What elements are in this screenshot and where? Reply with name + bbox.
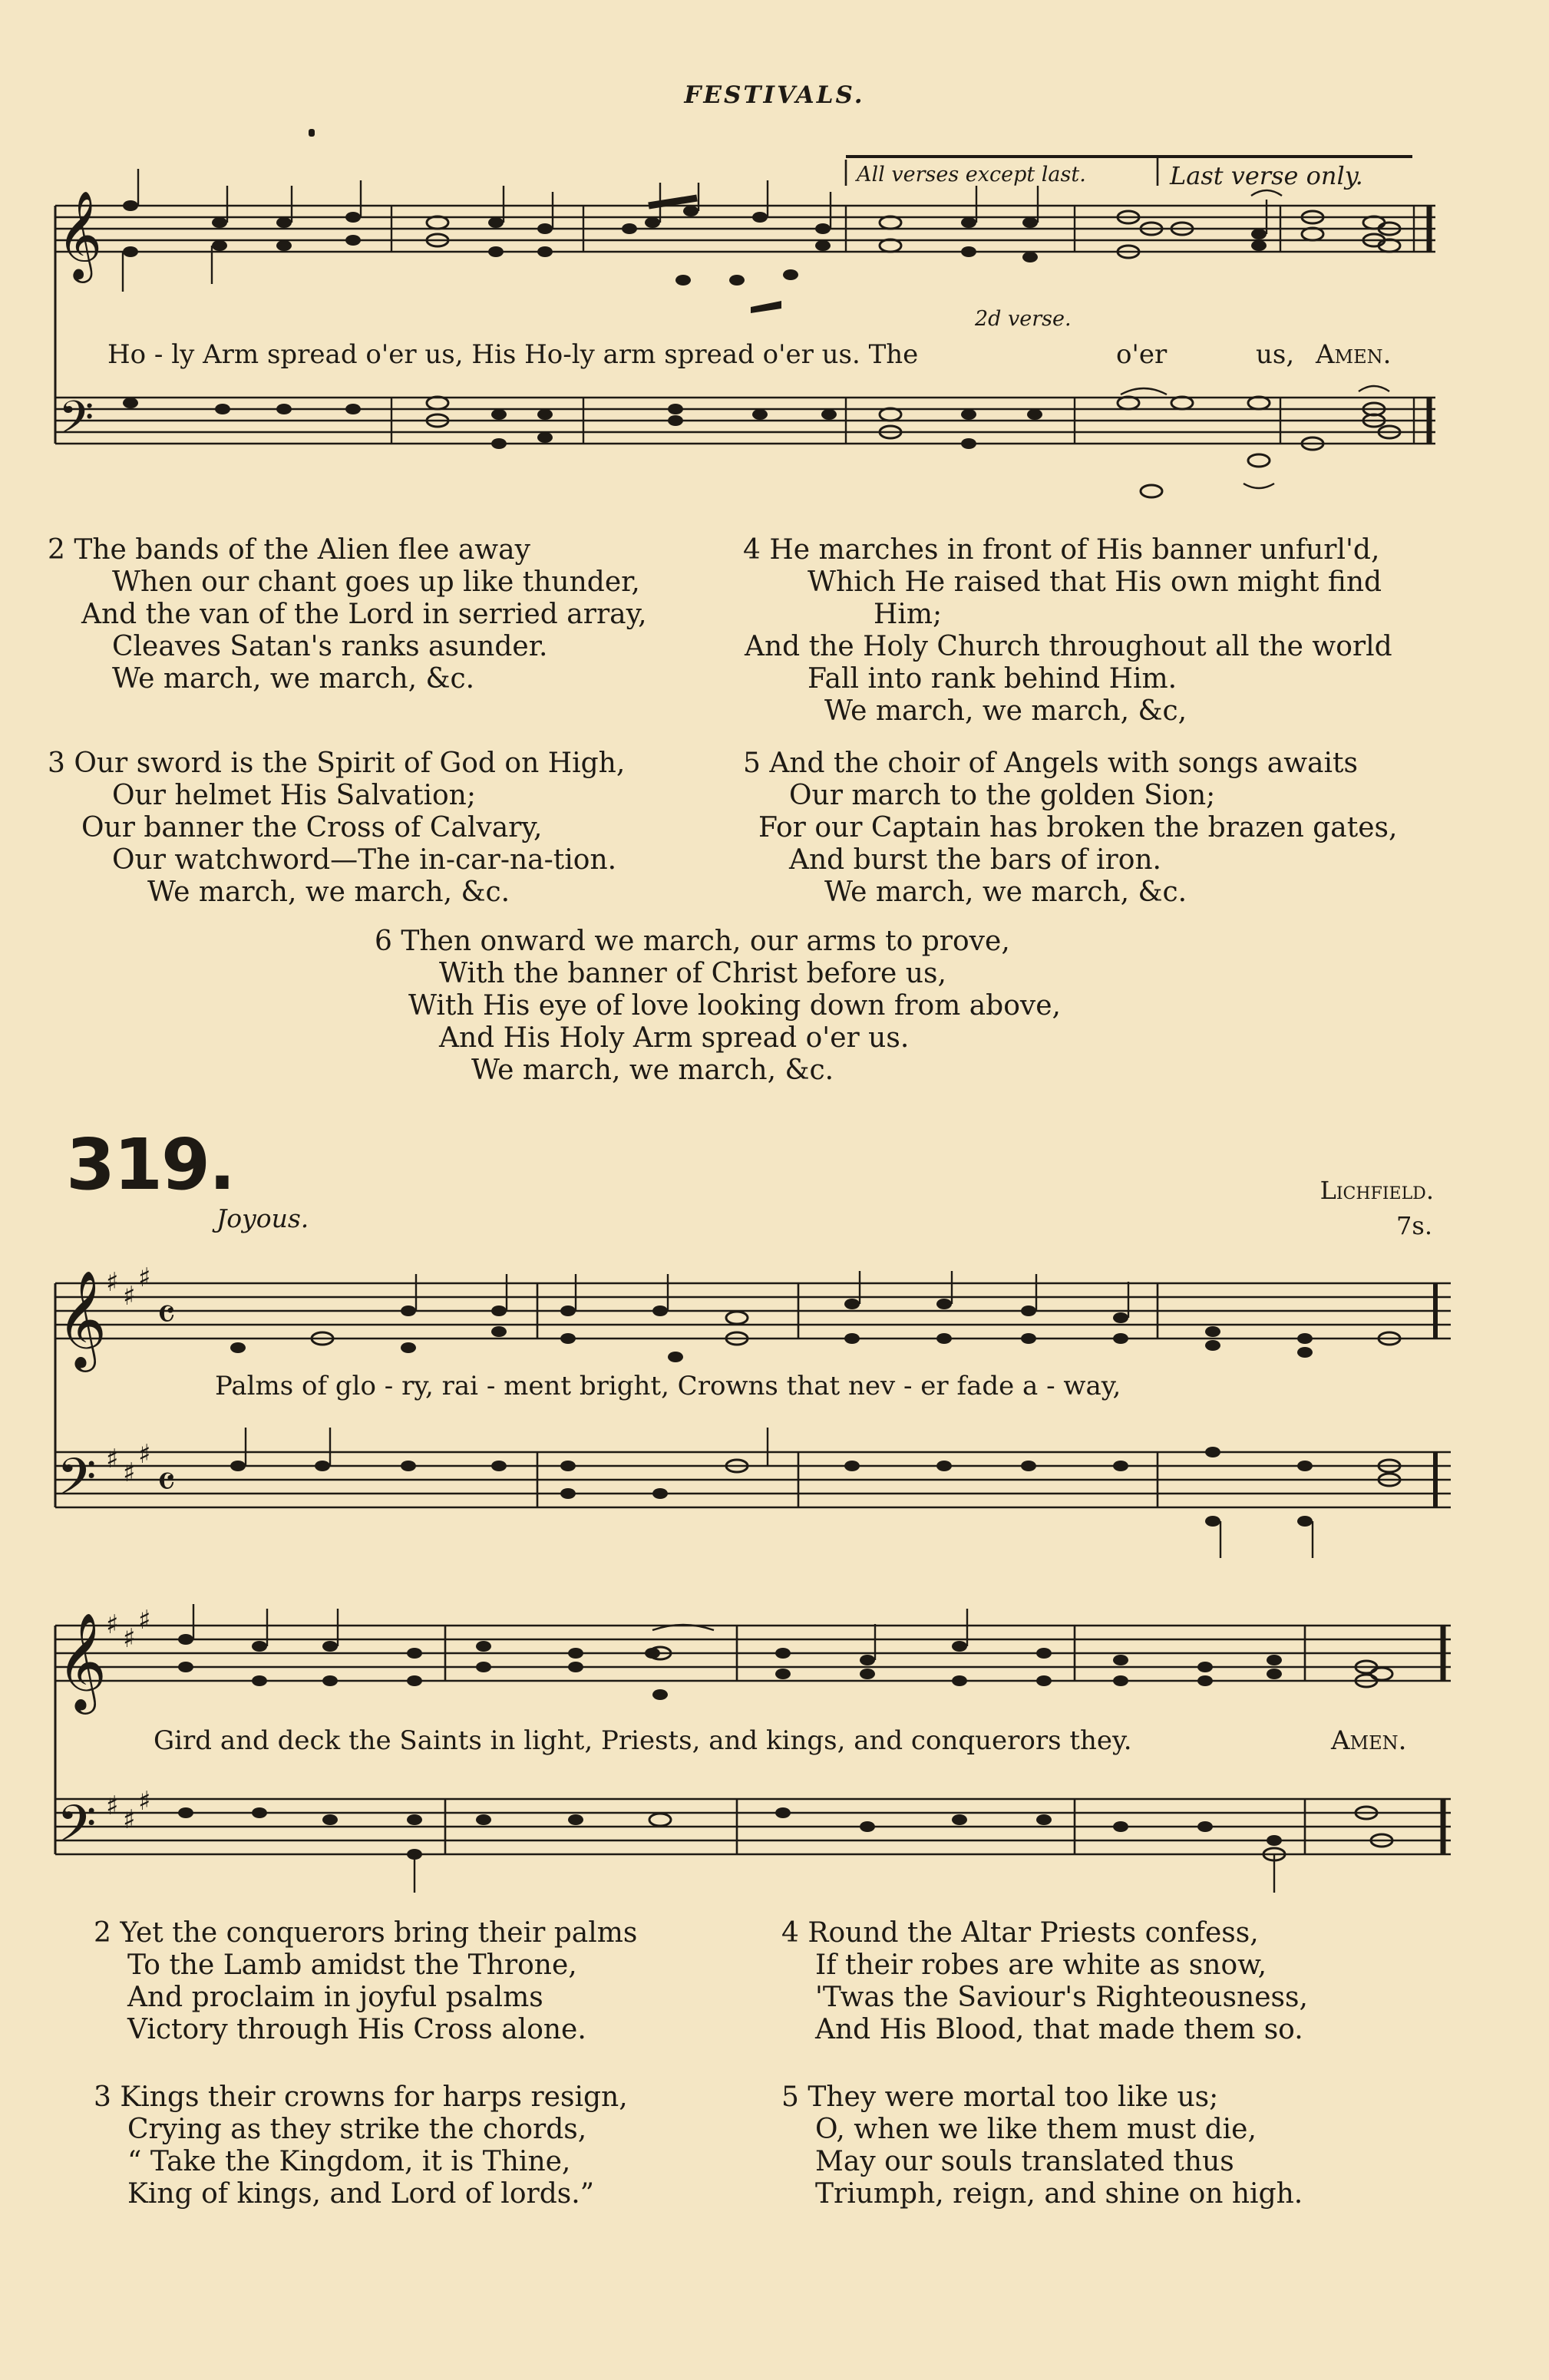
- bass-staff: [55, 1799, 1451, 1854]
- hymn-319-amen: Amen.: [1331, 1725, 1407, 1756]
- music-system-318: [0, 138, 1549, 522]
- svg-text:♯: ♯: [106, 1609, 119, 1640]
- bass-staff: [55, 1452, 1451, 1507]
- svg-text:𝄞: 𝄞: [57, 1612, 107, 1710]
- svg-text:♯: ♯: [138, 1786, 151, 1817]
- stanza-319-2: 2 Yet the conquerors bring their palms To the Lamb amidst the Throne, And proclaim in joyful psalms Victory through His Cross alone.: [94, 1917, 638, 2045]
- svg-text:𝄴: 𝄴: [157, 1457, 177, 1507]
- svg-text:𝄢: 𝄢: [57, 1794, 97, 1866]
- print-speck: [309, 129, 315, 137]
- svg-text:♯: ♯: [106, 1791, 119, 1821]
- svg-text:𝄞: 𝄞: [57, 190, 103, 279]
- stanza-319-3: 3 Kings their crowns for harps resign, Crying as they strike the chords, “ Take the Kingdom, it is Thine, King of kings, and Lord of lords.”: [94, 2081, 628, 2210]
- hymn-318-lyric-us: us,: [1256, 339, 1295, 370]
- svg-text:♯: ♯: [123, 1281, 136, 1312]
- stanza-318-2: 2 The bands of the Alien flee away When our chant goes up like thunder, And the van of the Lord in serried array, Cleaves Satan's ranks asunder. We march, we march, &c.: [48, 534, 647, 695]
- svg-text:𝄴: 𝄴: [157, 1290, 177, 1340]
- svg-text:𝄢: 𝄢: [58, 391, 94, 455]
- verse-label-last-only: Last verse only.: [1170, 161, 1363, 190]
- stanza-318-3: 3 Our sword is the Spirit of God on High, Our helmet His Salvation; Our banner the Cross of Calvary, Our watchword—The in-car-na-tion. We march, we march, &c.: [48, 748, 626, 908]
- music-system-319-1: [0, 1243, 1549, 1566]
- hymn-318-lyric-line: Ho - ly Arm spread o'er us, His Ho-ly arm spread o'er us. The: [107, 339, 919, 370]
- stanza-319-5: 5 They were mortal too like us; O, when we like them must die, May our souls translated thus Triumph, reign, and shine on high.: [781, 2081, 1303, 2210]
- tune-info: [1320, 1173, 1434, 1243]
- hymn-319-lyric-line-2: Gird and deck the Saints in light, Priests, and kings, and conquerors they.: [154, 1725, 1132, 1756]
- svg-text:♯: ♯: [138, 1439, 151, 1470]
- hymn-318-lyric-oer: o'er: [1116, 339, 1168, 370]
- svg-text:♯: ♯: [123, 1623, 136, 1654]
- hymn-319-lyric-line-1: Palms of glo - ry, rai - ment bright, Crowns that nev - er fade a - way,: [215, 1371, 1121, 1401]
- svg-text:♯: ♯: [106, 1444, 119, 1474]
- tune-name: Lichfield.: [1319, 1176, 1434, 1205]
- treble-staff: [55, 1283, 1451, 1339]
- svg-text:𝄢: 𝄢: [57, 1447, 97, 1519]
- svg-text:♯: ♯: [123, 1457, 136, 1488]
- hymn-number: 319.: [66, 1124, 234, 1206]
- treble-staff: [55, 1626, 1451, 1681]
- tempo-marking: Joyous.: [216, 1203, 309, 1233]
- svg-text:♯: ♯: [123, 1804, 136, 1835]
- meter: 7s.: [1396, 1211, 1432, 1240]
- verse-label-all-except-last: All verses except last.: [857, 163, 1086, 187]
- bass-staff: [55, 398, 1435, 444]
- stanza-319-4: 4 Round the Altar Priests confess, If their robes are white as snow, 'Twas the Saviour's Righteousness, And His Blood, that made them so.: [781, 1917, 1308, 2045]
- stanza-318-4: 4 He marches in front of His banner unfurl'd, Which He raised that His own might find Him; And the Holy Church throughout all the world Fall into rank behind Him. We march, we march, &c,: [743, 534, 1392, 727]
- svg-text:♯: ♯: [138, 1263, 151, 1293]
- svg-text:♯: ♯: [106, 1267, 119, 1298]
- running-head: FESTIVALS.: [684, 81, 865, 109]
- stanza-318-5: 5 And the choir of Angels with songs awaits Our march to the golden Sion; For our Captain has broken the brazen gates, And burst the bars of iron. We march, we march, &c.: [743, 748, 1398, 908]
- stanza-318-6: 6 Then onward we march, our arms to prove, With the banner of Christ before us, With His eye of love looking down from above, And His Holy Arm spread o'er us. We march, we march, &c.: [375, 926, 1061, 1086]
- hymn-318-amen: Amen.: [1316, 339, 1392, 370]
- svg-text:♯: ♯: [138, 1605, 151, 1636]
- treble-staff: [55, 206, 1435, 252]
- verse-label-second: 2d verse.: [975, 307, 1072, 331]
- svg-text:𝄞: 𝄞: [57, 1269, 107, 1368]
